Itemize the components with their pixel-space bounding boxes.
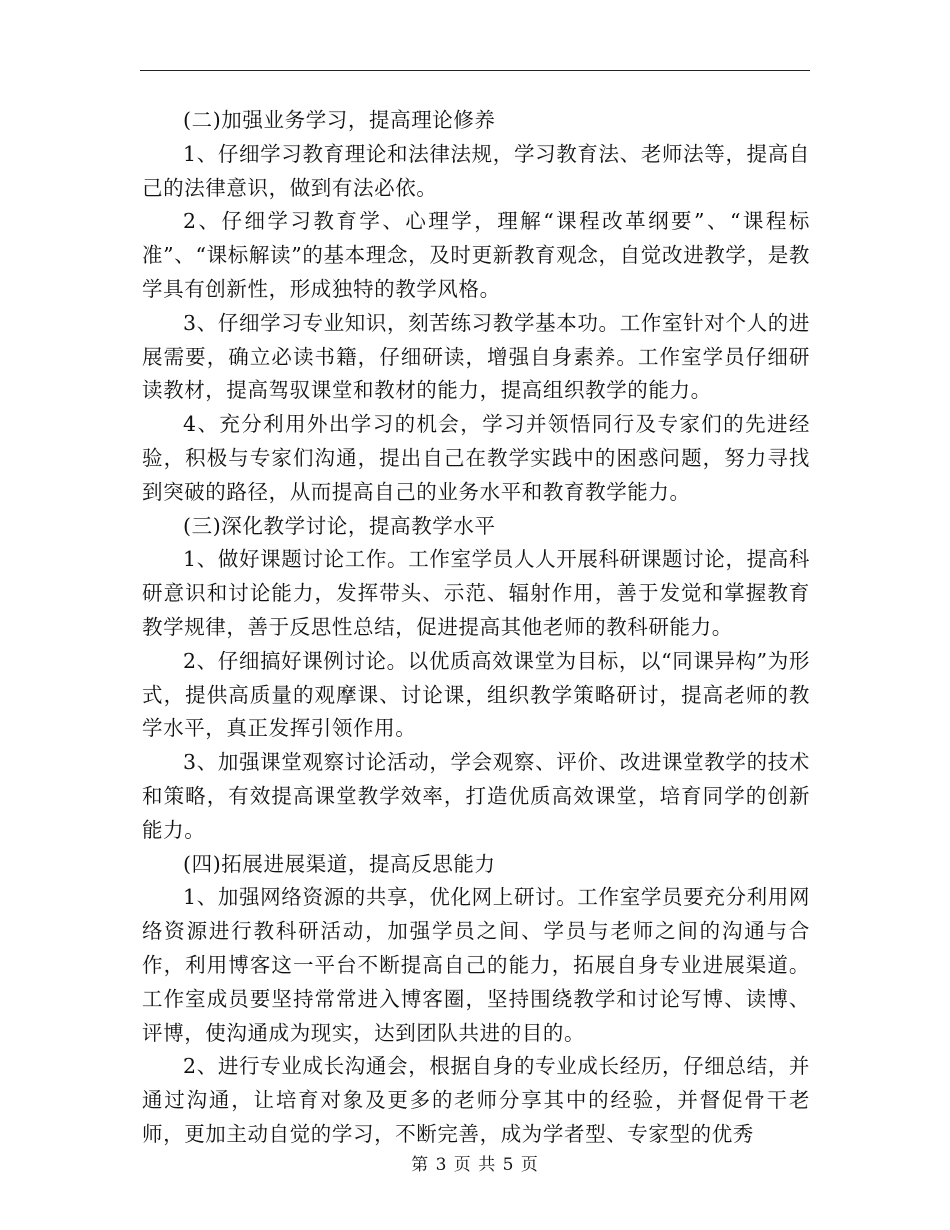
paragraph: 1、做好课题讨论工作。工作室学员人人开展科研课题讨论，提高科研意识和讨论能力，发挥带头、示范、辐射作用，善于发觉和掌握教育教学规律，善于反思性总结，促进提高其他老师的教科研能力。	[142, 547, 810, 639]
paragraph: 2、仔细搞好课例讨论。以优质高效课堂为目标，以“同课异构”为形式，提供高质量的观摩课、讨论课，组织教学策略研讨，提高老师的教学水平，真正发挥引领作用。	[142, 648, 810, 741]
paragraph: 3、仔细学习专业知识，刻苦练习教学基本功。工作室针对个人的进展需要，确立必读书籍，仔细研读，增强自身素养。工作室学员仔细研读教材，提高驾驭课堂和教材的能力，提高组织教学的能力。	[142, 310, 810, 403]
paragraph: 2、进行专业成长沟通会，根据自身的专业成长经历，仔细总结，并通过沟通，让培育对象及更多的老师分享其中的经验，并督促骨干老师，更加主动自觉的学习，不断完善，成为学者型、专家型的优秀	[142, 1054, 810, 1146]
header-rule	[140, 70, 810, 71]
page-number: 第 3 页 共 5 页	[411, 1155, 539, 1175]
document-body	[142, 104, 810, 1152]
section-heading-2: (二)加强业务学习，提高理论修养	[183, 108, 496, 132]
paragraph: 1、仔细学习教育理论和法律法规，学习教育法、老师法等，提高自己的法律意识，做到有法必依。	[142, 141, 810, 200]
paragraph: 2、仔细学习教育学、心理学，理解“课程改革纲要”、“课程标准”、“课标解读”的基本理念，及时更新教育观念，自觉改进教学，是教学具有创新性，形成独特的教学风格。	[142, 209, 810, 301]
section-heading-3: (三)深化教学讨论，提高教学水平	[183, 513, 496, 538]
paragraph: 4、充分利用外出学习的机会，学习并领悟同行及专家们的先进经验，积极与专家们沟通，提出自己在教学实践中的困惑问题，努力寻找到突破的路径，从而提高自己的业务水平和教育教学能力。	[142, 412, 810, 504]
section-heading-4: (四)拓展进展渠道，提高反思能力	[183, 851, 496, 876]
paragraph: 3、加强课堂观察讨论活动，学会观察、评价、改进课堂教学的技术和策略，有效提高课堂教学效率，打造优质高效课堂，培育同学的创新能力。	[142, 750, 810, 842]
paragraph: 1、加强网络资源的共享，优化网上研讨。工作室学员要充分利用网络资源进行教科研活动，加强学员之间、学员与老师之间的沟通与合作，利用博客这一平台不断提高自己的能力，拓展自身专业进展渠道。工作室成员要坚持常常进入博客圈，坚持围绕教学和讨论写博、读博、评博，使沟通成为现实，达到团队共进的目的。	[142, 885, 810, 1045]
